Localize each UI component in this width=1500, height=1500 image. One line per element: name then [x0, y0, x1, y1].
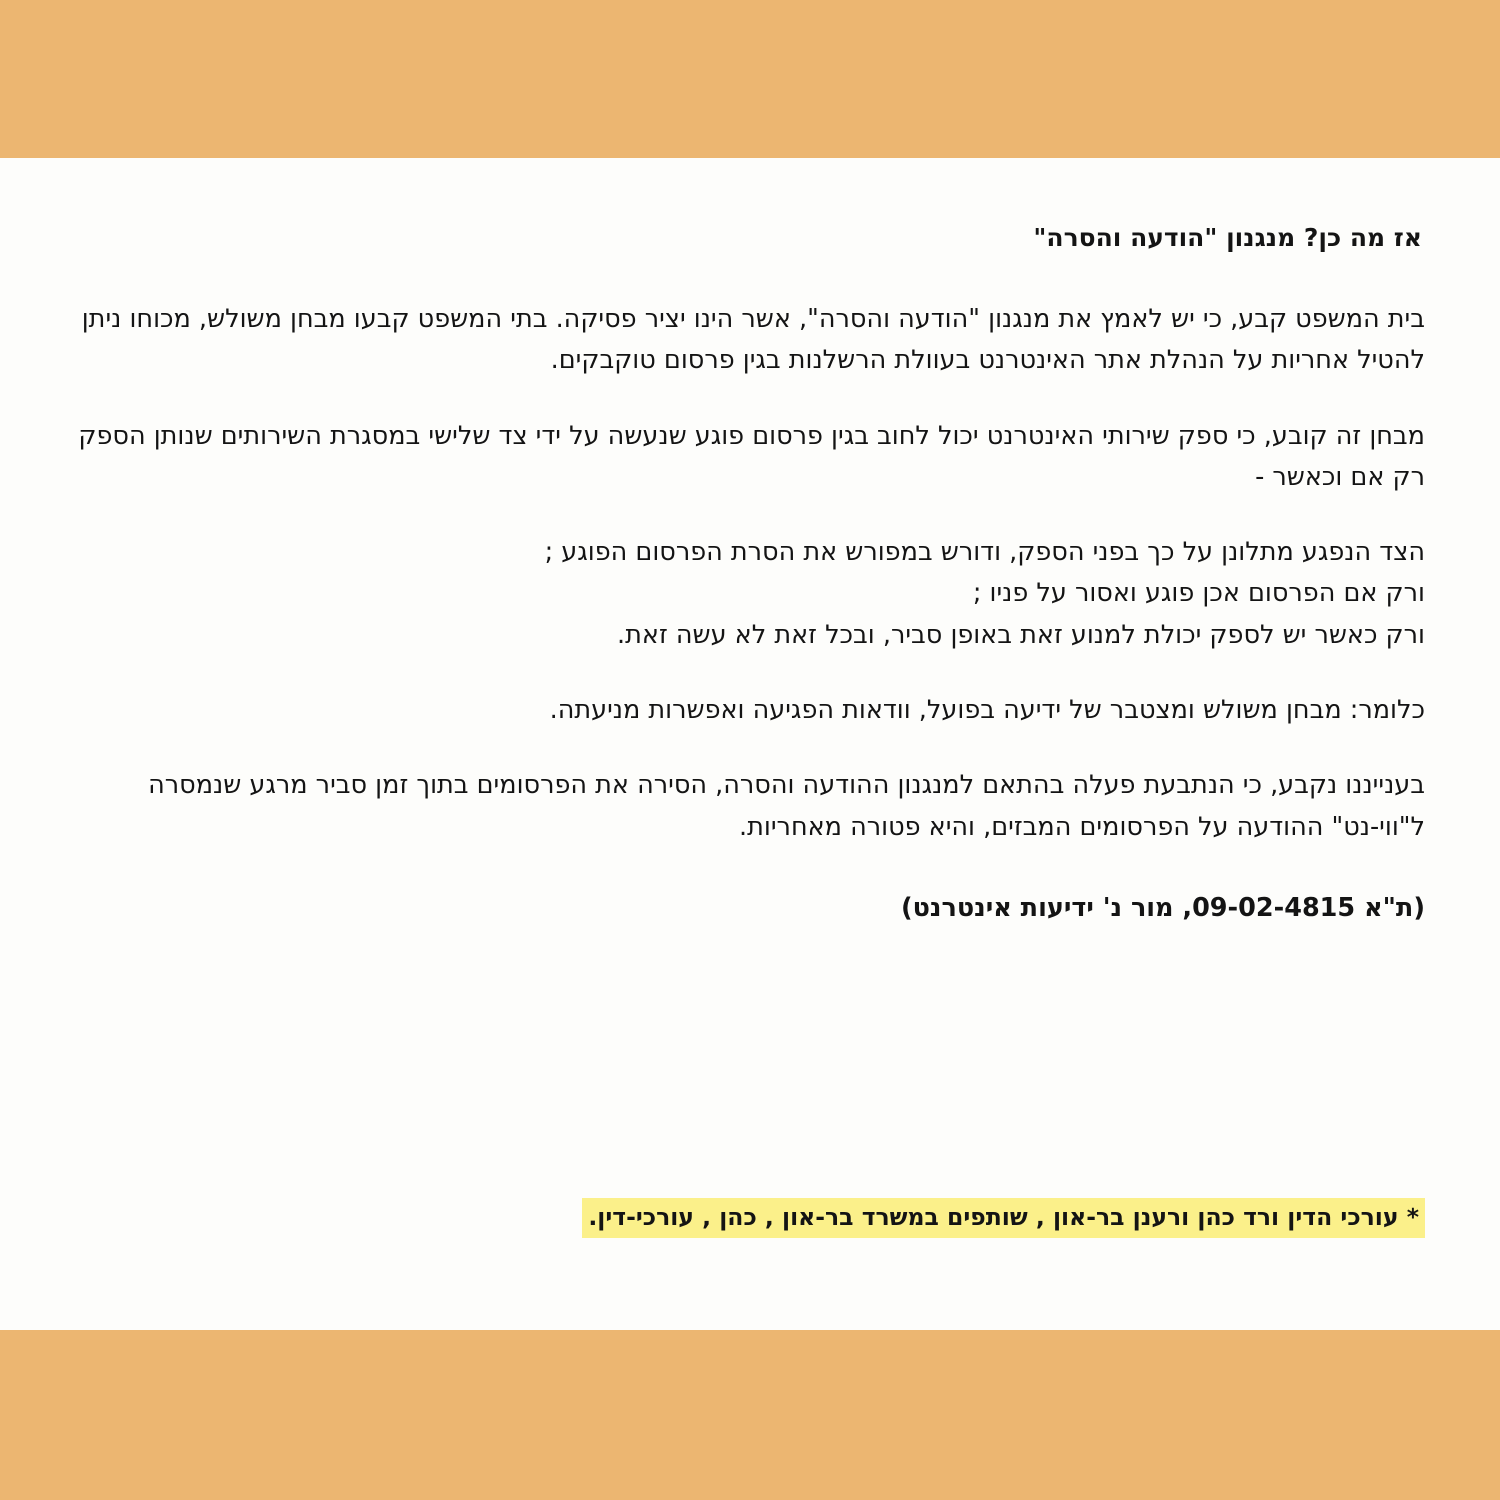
- condition-item: ורק כאשר יש לספק יכולת למנוע זאת באופן סביר, ובכל זאת לא עשה זאת.: [617, 619, 1425, 650]
- condition-item: ורק אם הפרסום אכן פוגע ואסור על פניו ;: [972, 578, 1425, 609]
- paragraph-conclusion: בענייננו נקבע, כי הנתבעת פעלה בהתאם למנגנון ההודעה והסרה, הסירה את הפרסומים בתוך זמן סביר מרגע שנמסרה ל"ווי-נט" ההודעה על הפרסומים המבזים, והיא פטורה מאחריות.: [148, 770, 1425, 842]
- case-citation: (ת"א 09-02-4815, מור נ' ידיעות אינטרנט): [900, 892, 1425, 923]
- condition-item: הצד הנפגע מתלונן על כך בפני הספק, ודורש במפורש את הסרת הפרסום הפוגע ;: [544, 537, 1425, 568]
- paragraph-test-definition: מבחן זה קובע, כי ספק שירותי האינטרנט יכול לחוב בגין פרסום פוגע שנעשה על ידי צד שלישי במסגרת השירותים שנותן הספק רק אם וכאשר -: [78, 420, 1425, 492]
- footnote-area: [75, 1198, 1425, 1238]
- footnote-authors: * עורכי הדין ורד כהן ורענן בר-און , שותפים במשרד בר-און , כהן , עורכי-דין.: [582, 1198, 1425, 1238]
- document-page: [0, 158, 1500, 1330]
- page-title: אז מה כן? מנגנון "הודעה והסרה": [1033, 223, 1422, 252]
- bottom-color-band: [0, 1330, 1500, 1500]
- conditions-list: [75, 532, 1425, 656]
- paragraph-court-ruling: בית המשפט קבע, כי יש לאמץ את מנגנון "הודעה והסרה", אשר הינו יציר פסיקה. בתי המשפט קבעו מבחן משולש, מכוחו ניתן להטיל אחריות על הנהלת אתר האינטרנט בעוולת הרשלנות בגין פרסום טוקבקים.: [81, 304, 1425, 376]
- top-color-band: [0, 0, 1500, 158]
- document-body: [75, 220, 1425, 929]
- paragraph-summary: כלומר: מבחן משולש ומצטבר של ידיעה בפועל, וודאות הפגיעה ואפשרות מניעתה.: [549, 695, 1425, 726]
